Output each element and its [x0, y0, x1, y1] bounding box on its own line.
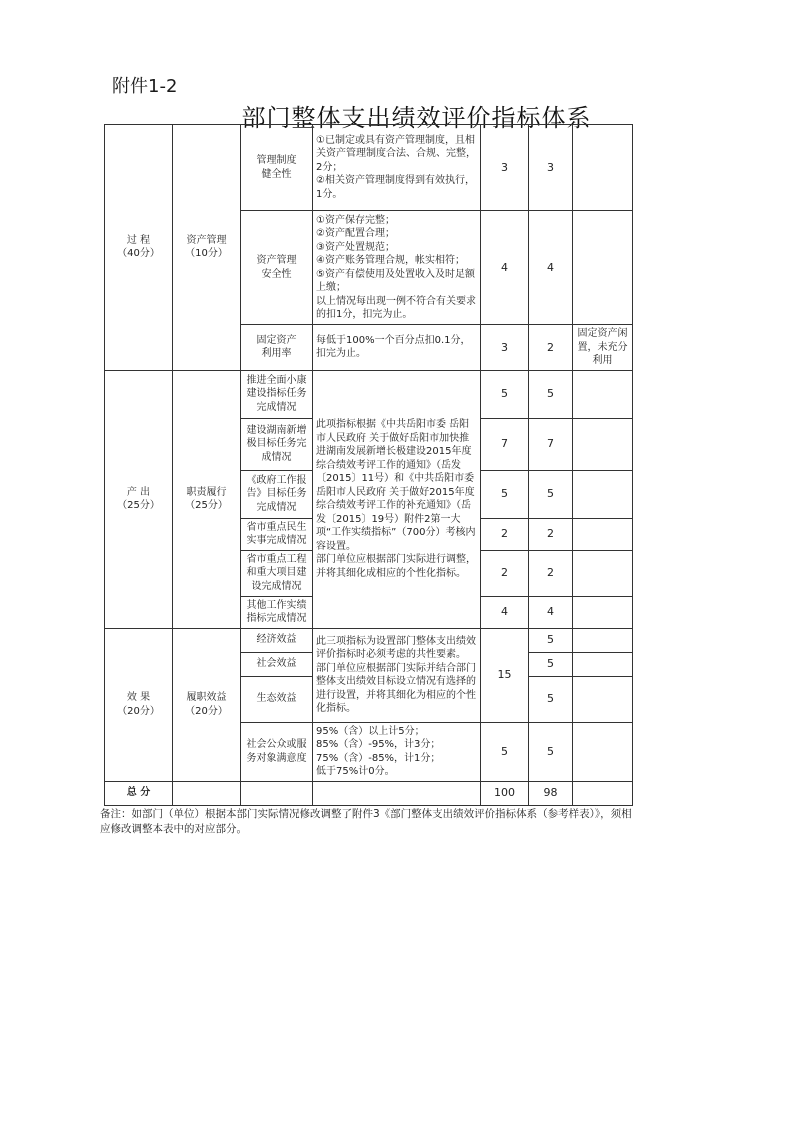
score-cell: 5	[529, 628, 573, 652]
full-score-cell: 4	[481, 211, 529, 325]
indicator-cell: 经济效益	[241, 628, 313, 652]
full-score-cell: 2	[481, 550, 529, 596]
indicator-cell: 推进全面小康建设指标任务完成情况	[241, 370, 313, 418]
footnote: 备注：如部门（单位）根据本部门实际情况修改调整了附件3《部门整体支出绩效评价指标体系（参考样表）》，须相应修改调整本表中的对应部分。	[100, 808, 632, 835]
note-cell	[573, 676, 633, 722]
full-score-cell: 2	[481, 518, 529, 550]
criteria-cell: ①已制定或具有资产管理制度，且相关资产管理制度合法、合规、完整，2分； ②相关资产管理制度得到有效执行，1分。	[313, 125, 481, 211]
full-score-cell: 5	[481, 722, 529, 781]
level1-process: 过 程 （40分）	[105, 125, 173, 371]
score-cell: 5	[529, 676, 573, 722]
score-cell: 7	[529, 418, 573, 470]
full-score-cell: 5	[481, 470, 529, 518]
attachment-number: 附件1-2	[112, 76, 178, 97]
criteria-cell: 95%（含）以上计5分； 85%（含）-95%，计3分； 75%（含）-85%，计1分； 低于75%计0分。	[313, 722, 481, 781]
note-cell	[573, 550, 633, 596]
table-row	[105, 628, 633, 652]
note-cell	[573, 418, 633, 470]
total-row	[105, 781, 633, 805]
indicator-cell: 《政府工作报告》目标任务完成情况	[241, 470, 313, 518]
level1-output: 产 出 （25分）	[105, 370, 173, 628]
note-cell	[573, 470, 633, 518]
score-cell: 3	[529, 125, 573, 211]
score-cell: 5	[529, 652, 573, 676]
total-score: 98	[529, 781, 573, 805]
score-cell: 5	[529, 370, 573, 418]
note-cell	[573, 518, 633, 550]
score-cell: 2	[529, 550, 573, 596]
table-row	[105, 370, 633, 418]
empty-cell	[313, 781, 481, 805]
note-cell	[573, 370, 633, 418]
score-cell: 2	[529, 518, 573, 550]
indicator-cell: 社会效益	[241, 652, 313, 676]
note-cell	[573, 596, 633, 628]
indicator-cell: 生态效益	[241, 676, 313, 722]
total-label: 总 分	[105, 781, 173, 805]
level2-duty-performance: 职责履行 （25分）	[173, 370, 241, 628]
indicator-cell: 省市重点工程和重大项目建设完成情况	[241, 550, 313, 596]
indicator-cell: 建设湖南新增极目标任务完成情况	[241, 418, 313, 470]
page-title: 部门整体支出绩效评价指标体系	[241, 104, 592, 132]
indicator-cell: 省市重点民生实事完成情况	[241, 518, 313, 550]
score-cell: 5	[529, 470, 573, 518]
table-row	[105, 125, 633, 211]
note-cell: 固定资产闲置，未充分利用	[573, 325, 633, 371]
full-score-cell: 4	[481, 596, 529, 628]
note-cell	[573, 628, 633, 652]
indicator-table	[104, 124, 633, 806]
level2-asset-management: 资产管理 （10分）	[173, 125, 241, 371]
level1-effect: 效 果 （20分）	[105, 628, 173, 781]
empty-cell	[241, 781, 313, 805]
full-score-cell: 3	[481, 125, 529, 211]
criteria-cell: ①资产保存完整； ②资产配置合理； ③资产处置规范； ④资产账务管理合规，帐实相符； ⑤资产有偿使用及处置收入及时足额上缴； 以上情况每出现一例不符合有关要求的扣1分，扣完为止。	[313, 211, 481, 325]
note-cell	[573, 722, 633, 781]
indicator-cell: 管理制度 健全性	[241, 125, 313, 211]
empty-cell	[173, 781, 241, 805]
note-cell	[573, 652, 633, 676]
criteria-cell: 此三项指标为设置部门整体支出绩效评价指标时必须考虑的共性要素。 部门单位应根据部门实际并结合部门整体支出绩效目标设立情况有选择的进行设置，并将其细化为相应的个性化指标。	[313, 628, 481, 722]
empty-cell	[573, 781, 633, 805]
score-cell: 4	[529, 596, 573, 628]
score-cell: 5	[529, 722, 573, 781]
criteria-cell: 此项指标根据《中共岳阳市委 岳阳市人民政府 关于做好岳阳市加快推进湖南发展新增长极建设2015年度综合绩效考评工作的通知》（岳发〔2015〕11号）和《中共岳阳市委 岳阳市人民政府 关于做好2015年度综合绩效考评工作的补充通知》（岳发〔2015〕19号）附件2第一大项“工作实绩指标”（700分）考核内容设置。 部门单位应根据部门实际进行调整，并将其细化成相应的个性化指标。	[313, 370, 481, 628]
indicator-cell: 资产管理 安全性	[241, 211, 313, 325]
score-cell: 4	[529, 211, 573, 325]
score-cell: 2	[529, 325, 573, 371]
note-cell	[573, 211, 633, 325]
criteria-cell: 每低于100%一个百分点扣0.1分，扣完为止。	[313, 325, 481, 371]
full-score-cell: 7	[481, 418, 529, 470]
indicator-cell: 社会公众或服务对象满意度	[241, 722, 313, 781]
full-score-cell: 3	[481, 325, 529, 371]
indicator-cell: 其他工作实绩指标完成情况	[241, 596, 313, 628]
note-cell	[573, 125, 633, 211]
total-full-score: 100	[481, 781, 529, 805]
full-score-cell: 5	[481, 370, 529, 418]
level2-performance-benefit: 履职效益 （20分）	[173, 628, 241, 781]
full-score-cell: 15	[481, 628, 529, 722]
indicator-cell: 固定资产 利用率	[241, 325, 313, 371]
